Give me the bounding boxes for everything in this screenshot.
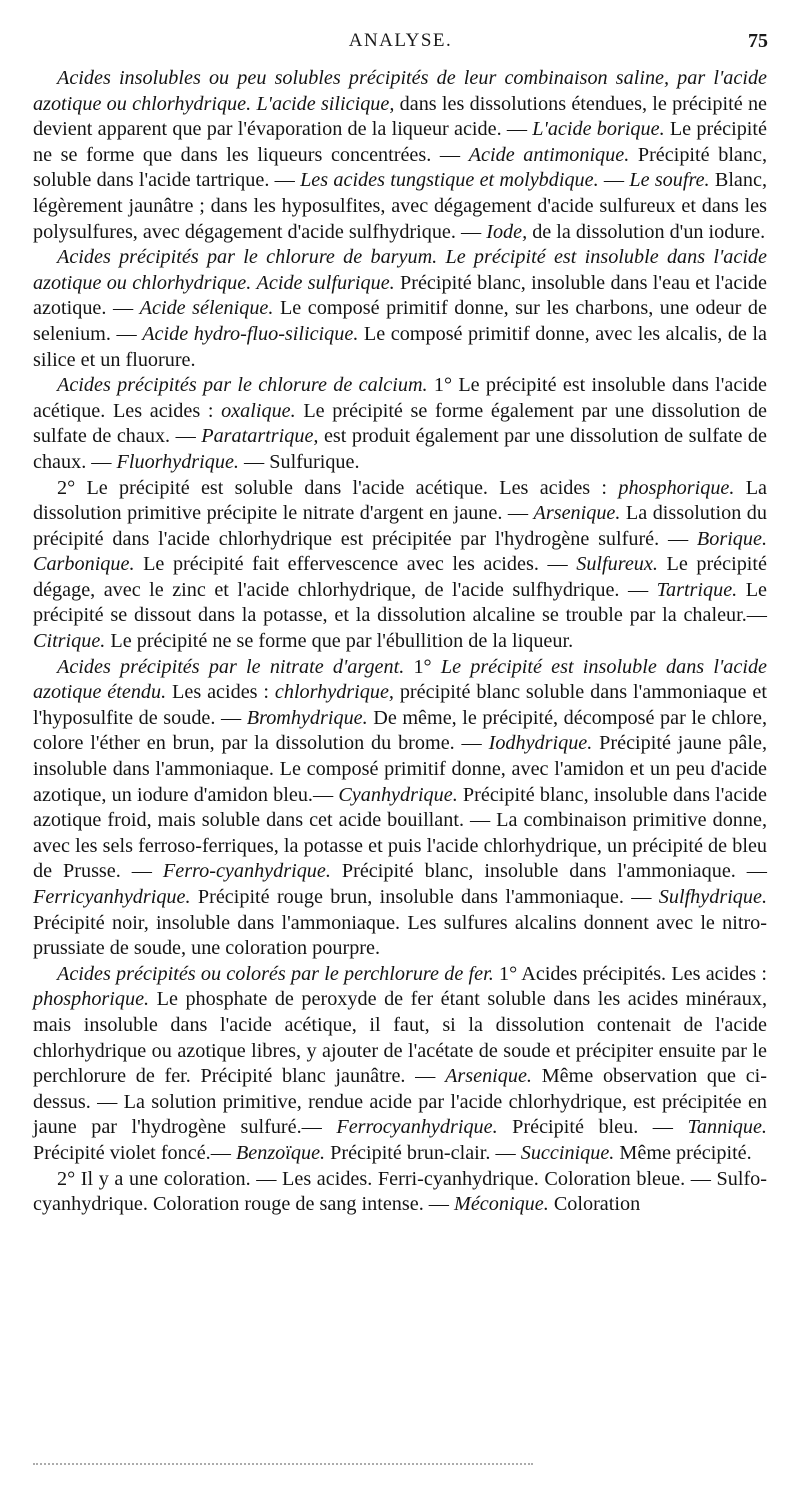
italic-run: chlorhydrique,: [274, 681, 394, 704]
text-run: Le précipité fait effervescence avec les acides. —: [134, 553, 577, 576]
text-run: de la dissolution d'un iodure.: [527, 220, 766, 243]
italic-run: Tannique.: [687, 1116, 767, 1139]
text-run: Les acides :: [166, 681, 275, 704]
italic-run: Iodhydrique.: [488, 732, 593, 755]
paragraph: [33, 1167, 767, 1218]
text-run: Même précipité.: [614, 1141, 752, 1164]
text-run: 1° Le précipité est insoluble dans l'acide acétique. Les acides :: [33, 374, 767, 422]
paragraph: [33, 962, 767, 1167]
text-run: Blanc, légèrement jaunâtre ; dans les hyposulfites, avec dégagement d'acide sulfureux et dans les polysulfures, avec dégagement d'acide sulfhydrique. —: [33, 169, 767, 243]
italic-run: Citrique.: [33, 630, 106, 653]
text-run: Précipité jaune pâle, insoluble dans l'ammoniaque. Le composé primitif donne, avec l'amidon et un peu d'acide azotique, un iodure d'amidon bleu.—: [33, 732, 767, 806]
text-run: Précipité brun-clair. —: [325, 1141, 521, 1164]
running-head-title: ANALYSE.: [348, 30, 453, 51]
italic-run: Acides précipités par le chlorure de calcium.: [57, 374, 428, 397]
text-run: Le précipité ne se forme que dans les liqueurs concentrées. —: [33, 118, 767, 166]
text-run: Le précipité ne se forme que par l'ébullition de la liqueur.: [105, 630, 574, 653]
text-run: Précipité noir, insoluble dans l'ammoniaque. Les sulfures alcalins donnent avec le nitro-prussiate de soude, une coloration pourpre.: [33, 911, 767, 960]
text-run: Précipité blanc, soluble dans l'acide tartrique. —: [33, 143, 767, 192]
italic-run: phosphorique.: [33, 988, 150, 1011]
text-run: La dissolution du précipité dans l'acide chlorhydrique est précipitée par l'hydrogène sulfuré. —: [33, 502, 767, 550]
text-run: Coloration: [548, 1193, 641, 1216]
italic-run: phosphorique.: [618, 476, 735, 499]
text-run: De même, le précipité, décomposé par le chlore, colore l'éther en brun, par la dissolution du brome. —: [33, 706, 768, 755]
paragraph: [33, 476, 767, 655]
text-run: Précipité blanc, insoluble dans l'eau et l'acide azotique. —: [33, 271, 767, 320]
text-run: —: [598, 169, 630, 192]
italic-run: Ferricyanhydrique.: [33, 886, 191, 908]
italic-run: Acide hydro-fluo-silicique.: [142, 322, 359, 345]
text-run: Le précipité se forme également par une dissolution de sulfate de chaux. —: [33, 399, 768, 448]
paragraph: [33, 66, 767, 245]
italic-run: Succinique.: [520, 1141, 615, 1164]
paragraph: [33, 245, 767, 373]
text-run: Précipité bleu. —: [497, 1116, 688, 1139]
italic-run: Cyanhydrique.: [338, 783, 458, 806]
text-run: Précipité rouge brun, insoluble dans l'ammoniaque. —: [190, 886, 659, 908]
text-run: La dissolution primitive précipite le nitrate d'argent en jaune. —: [33, 476, 768, 525]
text-run: Précipité violet foncé.—: [33, 1141, 236, 1164]
paragraph: [33, 655, 767, 962]
text-run: 2° Il y a une coloration. — Les acides. Ferri-cyanhydrique. Coloration bleue. — Sulfo-cyanhydrique. Coloration rouge de sang intense. —: [33, 1167, 767, 1216]
text-run: est produit également par une dissolution de sulfate de chaux. —: [33, 425, 767, 473]
italic-run: oxalique.: [221, 399, 296, 422]
italic-run: Le précipité est insoluble dans l'acide azotique étendu.: [33, 655, 767, 704]
text-run: Le phosphate de peroxyde de fer étant soluble dans les acides minéraux, mais insoluble dans l'acide acétique, il faut, si la dissolution contenait de l'acide chlorhydrique ou azotique libres, y ajouter de l'acétate de soude et précipiter ensuite par le perchlorure de fer. Précipité blanc jaunâtre. —: [33, 988, 767, 1088]
italic-run: Sulfureux.: [576, 553, 658, 576]
text-run: Le composé primitif donne, avec les alcalis, de la silice et un fluorure.: [33, 322, 768, 371]
page-number: 75: [748, 30, 768, 52]
page-header: [33, 30, 768, 56]
italic-run: Acides précipités par le nitrate d'argent.: [57, 655, 405, 678]
italic-run: Fluorhydrique.: [116, 450, 239, 473]
italic-run: Méconique.: [454, 1193, 549, 1216]
italic-run: Arsenique.: [445, 1065, 532, 1088]
text-run: — Sulfurique.: [238, 450, 360, 473]
italic-run: Les acides tungstique et molybdique.: [300, 169, 599, 192]
italic-run: Le soufre.: [629, 169, 710, 192]
body-text: [33, 66, 767, 1218]
italic-run: L'acide silicique,: [256, 92, 395, 115]
italic-run: Acides insolubles ou peu solubles précipités de leur combinaison saline, par l'acide azotique ou chlorhydrique.: [33, 67, 767, 115]
italic-run: Acide antimonique.: [468, 143, 630, 166]
footer-rule: [33, 1463, 533, 1465]
italic-run: Acides précipités ou colorés par le perchlorure de fer.: [57, 962, 494, 985]
text-run: Le composé primitif donne, sur les charbons, une odeur de selenium. —: [33, 297, 767, 345]
text-run: Le précipité dégage, avec le zinc et l'acide chlorhydrique, de l'acide sulfhydrique. —: [33, 553, 767, 601]
italic-run: Paratartrique,: [201, 425, 319, 448]
italic-run: L'acide borique.: [532, 118, 665, 141]
italic-run: Ferro-cyanhydrique.: [162, 860, 331, 883]
italic-run: Borique. Carbonique.: [33, 527, 767, 576]
text-run: dans les dissolutions étendues, le précipité ne devient apparent que par l'évaporation de la liqueur acide. —: [33, 92, 768, 141]
italic-run: Arsenique.: [533, 502, 621, 525]
italic-run: Acide sélenique.: [139, 297, 274, 320]
italic-run: Iode,: [486, 220, 528, 243]
text-run: précipité blanc soluble dans l'ammoniaque et l'hyposulfite de soude. —: [33, 681, 767, 729]
italic-run: Acides précipités par le chlorure de baryum. Le précipité est insoluble dans l'acide azotique ou chlorhydrique.: [33, 246, 767, 294]
paragraph: [33, 373, 767, 475]
text-run: 2° Le précipité est soluble dans l'acide acétique. Les acides :: [57, 476, 619, 499]
italic-run: Acide sulfurique.: [256, 271, 395, 294]
italic-run: Bromhydrique.: [246, 706, 368, 729]
text-run: 1°: [404, 655, 441, 678]
text-run: Même observation que ci-dessus. — La solution primitive, rendue acide par l'acide chlorhydrique, est précipitée en jaune par l'hydrogène sulfuré.—: [33, 1065, 767, 1139]
text-run: Précipité blanc, insoluble dans l'ammoniaque. —: [330, 860, 767, 883]
italic-run: Sulfhydrique.: [658, 886, 767, 908]
text-run: Précipité blanc, insoluble dans l'acide azotique froid, mais soluble dans cet acide bouillant. — La combinaison primitive donne, avec les sels ferroso-ferriques, la potasse et puis l'acide chlorhydrique, un précipité de bleu de Prusse. —: [33, 783, 767, 883]
text-run: 1° Acides précipités. Les acides :: [493, 962, 768, 985]
italic-run: Ferrocyanhydrique.: [336, 1116, 498, 1139]
italic-run: Benzoïque.: [235, 1141, 326, 1164]
text-run: Le précipité se dissout dans la potasse, et la dissolution alcaline se trouble par la chaleur.—: [33, 578, 768, 627]
italic-run: Tartrique.: [656, 578, 738, 601]
